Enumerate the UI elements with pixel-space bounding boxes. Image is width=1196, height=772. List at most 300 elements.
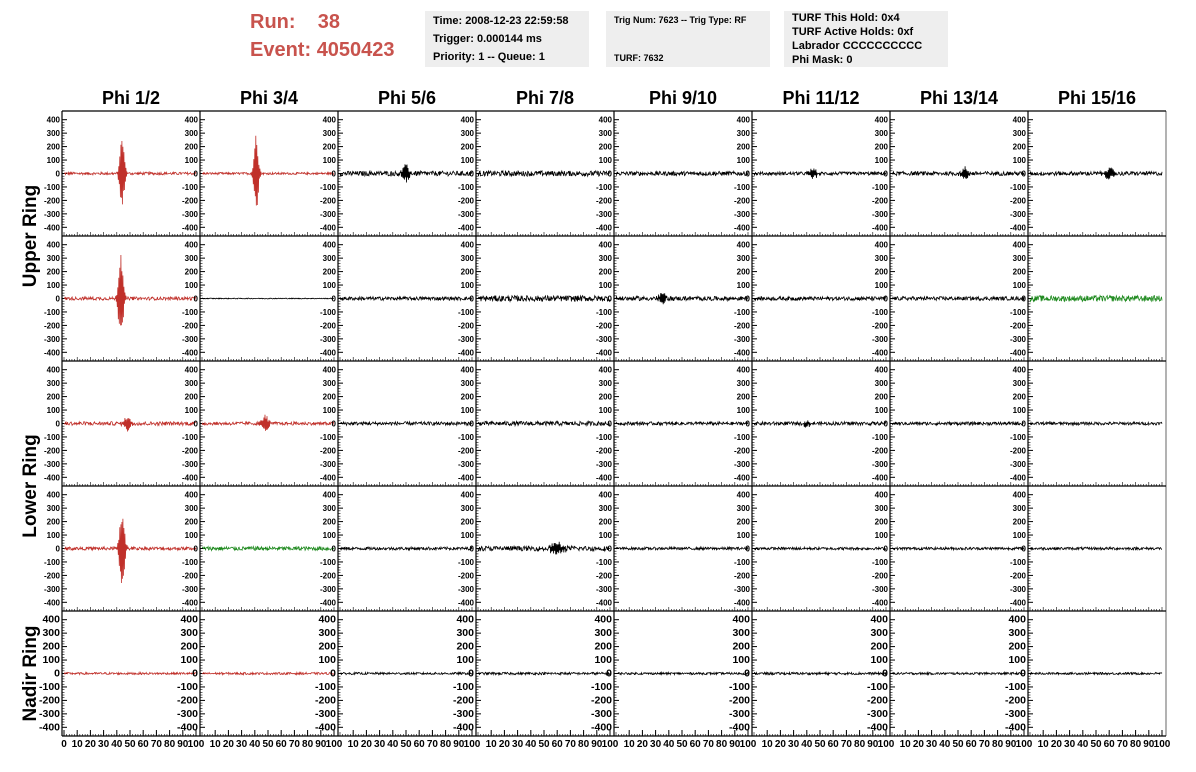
- y-tick-label: -300: [43, 334, 60, 344]
- y-tick-label: 300: [598, 504, 612, 514]
- y-tick-label: -100: [733, 307, 750, 317]
- y-tick-label: 200: [322, 267, 336, 277]
- y-tick-label: -300: [866, 707, 888, 720]
- x-tick-label: 90: [315, 739, 327, 750]
- y-tick-label: 300: [598, 379, 612, 389]
- y-tick-label: 400: [874, 490, 888, 500]
- y-tick-label: 0: [744, 667, 750, 680]
- x-tick-label: 60: [689, 739, 701, 750]
- labrador-text: Labrador CCCCCCCCCC: [792, 40, 923, 52]
- y-tick-label: -400: [1004, 721, 1026, 734]
- y-tick-label: -400: [181, 348, 198, 358]
- y-tick-label: -100: [1004, 680, 1026, 693]
- y-tick-label: 0: [1020, 667, 1026, 680]
- y-tick-label: -300: [457, 584, 474, 594]
- y-tick-label: -100: [1009, 182, 1026, 192]
- x-tick-label: 60: [137, 739, 149, 750]
- y-tick-label: -200: [1009, 571, 1026, 581]
- y-tick-label: 100: [1012, 281, 1026, 291]
- waveform-trace: [202, 672, 334, 674]
- x-tick-label: 90: [1143, 739, 1155, 750]
- y-tick-label: 300: [184, 129, 198, 139]
- y-tick-label: -100: [457, 182, 474, 192]
- x-tick-label: 90: [591, 739, 603, 750]
- y-tick-label: -200: [452, 694, 474, 707]
- ring-label: Upper Ring: [20, 184, 41, 288]
- y-tick-label: 100: [598, 406, 612, 416]
- x-tick-label: 100: [739, 739, 757, 750]
- y-tick-label: 200: [322, 142, 336, 152]
- y-tick-label: -400: [319, 473, 336, 483]
- x-tick-label: 30: [788, 739, 800, 750]
- y-tick-label: -100: [43, 182, 60, 192]
- y-tick-label: 400: [460, 490, 474, 500]
- y-tick-label: 400: [322, 365, 336, 375]
- x-tick-label: 40: [387, 739, 399, 750]
- y-tick-label: -300: [595, 209, 612, 219]
- x-tick-label: 90: [867, 739, 879, 750]
- waveform-trace: [892, 547, 1024, 550]
- y-tick-label: 400: [736, 365, 750, 375]
- x-tick-label: 40: [249, 739, 261, 750]
- y-tick-label: 200: [598, 517, 612, 527]
- y-tick-label: 200: [184, 142, 198, 152]
- ring-label: Lower Ring: [20, 434, 41, 538]
- y-tick-label: 400: [1012, 365, 1026, 375]
- y-tick-label: -200: [871, 571, 888, 581]
- waveform-trace: [478, 296, 610, 302]
- y-tick-label: -300: [871, 209, 888, 219]
- y-tick-label: -300: [457, 334, 474, 344]
- y-tick-label: -200: [595, 571, 612, 581]
- x-tick-label: 20: [222, 739, 234, 750]
- x-tick-label: 10: [485, 739, 497, 750]
- y-tick-label: -300: [319, 459, 336, 469]
- y-tick-label: 100: [322, 406, 336, 416]
- y-tick-label: -300: [457, 459, 474, 469]
- y-tick-label: 200: [42, 640, 60, 653]
- x-tick-label: 10: [71, 739, 83, 750]
- y-tick-label: -400: [43, 598, 60, 608]
- waveform-trace: [202, 415, 334, 431]
- y-tick-label: 200: [1012, 267, 1026, 277]
- waveform-trace: [340, 164, 472, 182]
- y-tick-label: -100: [181, 307, 198, 317]
- x-tick-label: 40: [939, 739, 951, 750]
- y-tick-label: -100: [43, 307, 60, 317]
- y-tick-label: -100: [1009, 307, 1026, 317]
- y-tick-label: 100: [874, 156, 888, 166]
- y-tick-label: -300: [1009, 334, 1026, 344]
- y-tick-label: -400: [866, 721, 888, 734]
- y-tick-label: 400: [874, 365, 888, 375]
- x-tick-label: 60: [827, 739, 839, 750]
- waveform-trace: [340, 422, 472, 425]
- y-tick-label: 200: [46, 142, 60, 152]
- y-tick-label: 300: [1012, 379, 1026, 389]
- y-tick-label: 0: [469, 419, 474, 429]
- y-tick-label: 400: [46, 365, 60, 375]
- y-tick-label: -300: [452, 707, 474, 720]
- y-tick-label: 100: [180, 654, 198, 667]
- y-tick-label: 200: [736, 517, 750, 527]
- y-tick-label: 100: [594, 654, 612, 667]
- y-tick-label: -400: [1009, 223, 1026, 233]
- y-tick-label: 400: [870, 613, 888, 626]
- y-tick-label: 200: [184, 267, 198, 277]
- y-tick-label: 200: [874, 142, 888, 152]
- y-tick-label: 400: [456, 613, 474, 626]
- y-tick-label: 300: [322, 504, 336, 514]
- y-tick-label: 200: [460, 142, 474, 152]
- y-tick-label: -200: [181, 196, 198, 206]
- trig-num-type-text: Trig Num: 7623 -- Trig Type: RF: [614, 15, 747, 25]
- y-tick-label: 100: [874, 531, 888, 541]
- y-tick-label: 100: [184, 156, 198, 166]
- y-tick-label: -300: [595, 334, 612, 344]
- y-tick-label: 100: [46, 281, 60, 291]
- y-tick-label: 300: [46, 504, 60, 514]
- y-tick-label: 0: [883, 544, 888, 554]
- y-tick-label: 300: [460, 379, 474, 389]
- y-tick-label: 300: [184, 504, 198, 514]
- y-tick-label: -400: [871, 473, 888, 483]
- x-tick-label: 40: [801, 739, 813, 750]
- x-tick-label: 30: [512, 739, 524, 750]
- waveform-trace: [892, 166, 1024, 178]
- x-tick-label: 80: [992, 739, 1004, 750]
- column-title: Phi 1/2: [101, 88, 161, 108]
- y-tick-label: -400: [871, 348, 888, 358]
- y-tick-label: 0: [55, 294, 60, 304]
- y-tick-label: 100: [1012, 156, 1026, 166]
- y-tick-label: 0: [883, 294, 888, 304]
- y-tick-label: 200: [1012, 142, 1026, 152]
- x-tick-label: 60: [551, 739, 563, 750]
- x-tick-label: 30: [236, 739, 248, 750]
- y-tick-label: 300: [456, 627, 474, 640]
- y-tick-label: -400: [457, 348, 474, 358]
- y-tick-label: -100: [733, 557, 750, 567]
- waveform-trace: [754, 547, 886, 550]
- y-tick-label: -400: [319, 598, 336, 608]
- y-tick-label: 0: [607, 169, 612, 179]
- y-tick-label: 100: [732, 654, 750, 667]
- column-title: Phi 9/10: [648, 88, 718, 108]
- y-tick-label: -400: [43, 473, 60, 483]
- y-tick-label: -100: [871, 182, 888, 192]
- column-title: Phi 11/12: [782, 88, 860, 108]
- y-tick-label: -200: [595, 446, 612, 456]
- y-tick-label: -300: [43, 459, 60, 469]
- x-tick-label: 90: [1005, 739, 1017, 750]
- y-tick-label: 100: [460, 281, 474, 291]
- x-tick-label: 20: [1050, 739, 1062, 750]
- y-tick-label: -400: [590, 721, 612, 734]
- y-tick-label: 400: [874, 240, 888, 250]
- y-tick-label: 400: [1008, 613, 1026, 626]
- y-tick-label: -200: [728, 694, 750, 707]
- y-tick-label: -200: [733, 446, 750, 456]
- y-tick-label: -200: [457, 446, 474, 456]
- y-tick-label: -400: [871, 598, 888, 608]
- y-tick-label: 400: [736, 115, 750, 125]
- y-tick-label: 0: [607, 294, 612, 304]
- waveform-trace: [1030, 422, 1162, 425]
- y-tick-label: 300: [318, 627, 336, 640]
- y-tick-label: 0: [745, 544, 750, 554]
- y-tick-label: -300: [181, 584, 198, 594]
- x-tick-label: 40: [663, 739, 675, 750]
- y-tick-label: 300: [732, 627, 750, 640]
- y-tick-label: 200: [322, 392, 336, 402]
- y-tick-label: 400: [322, 115, 336, 125]
- y-tick-label: 300: [874, 504, 888, 514]
- waveform-trace: [478, 672, 610, 674]
- x-tick-label: 60: [275, 739, 287, 750]
- y-tick-label: 300: [736, 129, 750, 139]
- y-tick-label: 400: [460, 115, 474, 125]
- y-tick-label: -300: [871, 334, 888, 344]
- y-tick-label: 200: [870, 640, 888, 653]
- y-tick-label: -200: [176, 694, 198, 707]
- y-tick-label: -300: [733, 584, 750, 594]
- y-tick-label: 0: [331, 294, 336, 304]
- y-tick-label: 0: [606, 667, 612, 680]
- waveform-trace: [478, 421, 610, 425]
- y-tick-label: 400: [460, 365, 474, 375]
- y-tick-label: -200: [38, 694, 60, 707]
- y-tick-label: -100: [457, 557, 474, 567]
- y-tick-label: 200: [460, 392, 474, 402]
- y-tick-label: -100: [733, 182, 750, 192]
- y-tick-label: -200: [457, 571, 474, 581]
- y-tick-label: -200: [319, 196, 336, 206]
- y-tick-label: -400: [38, 721, 60, 734]
- y-tick-label: -200: [871, 321, 888, 331]
- y-tick-label: 200: [318, 640, 336, 653]
- y-tick-label: 300: [736, 504, 750, 514]
- y-tick-label: 200: [460, 517, 474, 527]
- y-tick-label: -300: [181, 459, 198, 469]
- y-tick-label: -100: [457, 307, 474, 317]
- y-tick-label: 200: [874, 392, 888, 402]
- x-tick-label: 20: [636, 739, 648, 750]
- y-tick-label: 200: [322, 517, 336, 527]
- y-tick-label: -200: [43, 321, 60, 331]
- y-tick-label: -300: [1009, 584, 1026, 594]
- y-tick-label: 400: [46, 490, 60, 500]
- y-tick-label: -200: [43, 571, 60, 581]
- waveform-trace: [892, 422, 1024, 425]
- y-tick-label: 0: [330, 667, 336, 680]
- y-tick-label: 100: [598, 281, 612, 291]
- x-tick-label: 50: [400, 739, 412, 750]
- y-tick-label: 100: [736, 156, 750, 166]
- y-tick-label: 200: [874, 267, 888, 277]
- y-tick-label: -100: [319, 182, 336, 192]
- y-tick-label: -200: [181, 446, 198, 456]
- waveform-trace: [616, 422, 748, 425]
- y-tick-label: -400: [728, 721, 750, 734]
- waveform-trace: [754, 169, 886, 179]
- y-tick-label: -200: [457, 196, 474, 206]
- y-tick-label: 400: [460, 240, 474, 250]
- y-tick-label: 300: [322, 254, 336, 264]
- y-tick-label: 100: [1012, 406, 1026, 416]
- y-tick-label: 0: [883, 169, 888, 179]
- y-tick-label: 0: [745, 419, 750, 429]
- x-tick-label: 20: [912, 739, 924, 750]
- y-tick-label: -300: [38, 707, 60, 720]
- y-tick-label: 0: [55, 544, 60, 554]
- y-tick-label: -300: [43, 209, 60, 219]
- column-title: Phi 7/8: [515, 88, 575, 108]
- x-tick-label: 100: [1153, 739, 1171, 750]
- waveform-trace: [64, 418, 196, 432]
- x-tick-label: 20: [360, 739, 372, 750]
- column-title: Phi 5/6: [377, 88, 437, 108]
- time-text: Time: 2008-12-23 22:59:58: [433, 15, 569, 27]
- y-tick-label: 400: [184, 365, 198, 375]
- y-tick-label: -400: [319, 348, 336, 358]
- waveform-trace: [1030, 672, 1162, 674]
- x-tick-label: 90: [729, 739, 741, 750]
- y-tick-label: 300: [1012, 129, 1026, 139]
- y-tick-label: 0: [607, 544, 612, 554]
- y-tick-label: 100: [456, 654, 474, 667]
- y-tick-label: 400: [46, 240, 60, 250]
- y-tick-label: -400: [181, 598, 198, 608]
- y-tick-label: 300: [598, 129, 612, 139]
- y-tick-label: 0: [745, 169, 750, 179]
- y-tick-label: 100: [46, 531, 60, 541]
- y-tick-label: 0: [469, 169, 474, 179]
- x-tick-label: 50: [1090, 739, 1102, 750]
- y-tick-label: -100: [452, 680, 474, 693]
- y-tick-label: -400: [1009, 348, 1026, 358]
- y-tick-label: 100: [460, 406, 474, 416]
- y-tick-label: 200: [184, 392, 198, 402]
- y-tick-label: 100: [322, 281, 336, 291]
- turf-text: TURF: 7632: [614, 53, 664, 63]
- y-tick-label: -200: [43, 446, 60, 456]
- y-tick-label: 400: [1012, 240, 1026, 250]
- x-tick-label: 80: [302, 739, 314, 750]
- y-tick-label: -400: [595, 598, 612, 608]
- y-tick-label: 100: [184, 406, 198, 416]
- y-tick-label: -100: [871, 557, 888, 567]
- x-tick-label: 80: [854, 739, 866, 750]
- y-tick-label: -200: [319, 446, 336, 456]
- x-tick-label: 70: [1116, 739, 1128, 750]
- waveform-trace: [340, 672, 472, 674]
- column-title: Phi 3/4: [239, 88, 299, 108]
- y-tick-label: 200: [732, 640, 750, 653]
- y-tick-label: -300: [733, 209, 750, 219]
- y-tick-label: 100: [322, 531, 336, 541]
- x-tick-label: 100: [1015, 739, 1033, 750]
- y-tick-label: 300: [46, 129, 60, 139]
- y-tick-label: -100: [595, 432, 612, 442]
- x-tick-label: 70: [840, 739, 852, 750]
- y-tick-label: 100: [736, 281, 750, 291]
- y-tick-label: 400: [598, 240, 612, 250]
- x-tick-label: 80: [578, 739, 590, 750]
- y-tick-label: 100: [460, 156, 474, 166]
- y-tick-label: 100: [46, 156, 60, 166]
- y-tick-label: -300: [319, 334, 336, 344]
- waveform-trace: [616, 547, 748, 550]
- column-title: Phi 15/16: [1057, 88, 1137, 108]
- y-tick-label: -100: [43, 557, 60, 567]
- y-tick-label: -200: [319, 321, 336, 331]
- y-tick-label: -400: [457, 473, 474, 483]
- trigger-text: Trigger: 0.000144 ms: [433, 33, 542, 45]
- y-tick-label: 100: [736, 531, 750, 541]
- x-tick-label: 70: [564, 739, 576, 750]
- y-tick-label: 200: [736, 142, 750, 152]
- waveform-trace: [64, 672, 196, 674]
- y-tick-label: -300: [181, 334, 198, 344]
- y-tick-label: 100: [318, 654, 336, 667]
- y-tick-label: -200: [1009, 446, 1026, 456]
- y-tick-label: 200: [1008, 640, 1026, 653]
- y-tick-label: -200: [457, 321, 474, 331]
- y-tick-label: -200: [319, 571, 336, 581]
- y-tick-label: -400: [176, 721, 198, 734]
- ring-label: Nadir Ring: [20, 625, 41, 722]
- y-tick-label: 0: [1021, 294, 1026, 304]
- y-tick-label: 0: [745, 294, 750, 304]
- y-tick-label: 400: [42, 613, 60, 626]
- y-tick-label: -400: [1009, 598, 1026, 608]
- y-tick-label: 300: [46, 254, 60, 264]
- y-tick-label: 300: [184, 379, 198, 389]
- y-tick-label: 400: [598, 115, 612, 125]
- y-tick-label: -300: [314, 707, 336, 720]
- x-tick-label: 30: [926, 739, 938, 750]
- turf-active-holds-text: TURF Active Holds: 0xf: [792, 26, 914, 38]
- x-tick-label: 90: [453, 739, 465, 750]
- y-tick-label: 100: [42, 654, 60, 667]
- waveform-trace: [340, 547, 472, 550]
- y-tick-label: 300: [598, 254, 612, 264]
- y-tick-label: 200: [736, 392, 750, 402]
- y-tick-label: 200: [736, 267, 750, 277]
- y-tick-label: 400: [184, 115, 198, 125]
- x-tick-label: 10: [209, 739, 221, 750]
- y-tick-label: -100: [181, 432, 198, 442]
- waveform-trace: [478, 171, 610, 176]
- y-tick-label: 400: [184, 490, 198, 500]
- y-tick-label: -100: [457, 432, 474, 442]
- x-tick-label: 50: [124, 739, 136, 750]
- waveform-trace: [1030, 168, 1162, 180]
- y-tick-label: 0: [469, 544, 474, 554]
- y-tick-label: -200: [733, 571, 750, 581]
- y-tick-label: -200: [595, 196, 612, 206]
- y-tick-label: 0: [331, 544, 336, 554]
- y-tick-label: 200: [1012, 392, 1026, 402]
- y-tick-label: 100: [874, 406, 888, 416]
- waveform-trace: [64, 255, 196, 325]
- y-tick-label: 400: [322, 240, 336, 250]
- y-tick-label: 400: [732, 613, 750, 626]
- y-tick-label: 400: [598, 365, 612, 375]
- y-tick-label: -100: [176, 680, 198, 693]
- waveform-trace: [202, 547, 334, 551]
